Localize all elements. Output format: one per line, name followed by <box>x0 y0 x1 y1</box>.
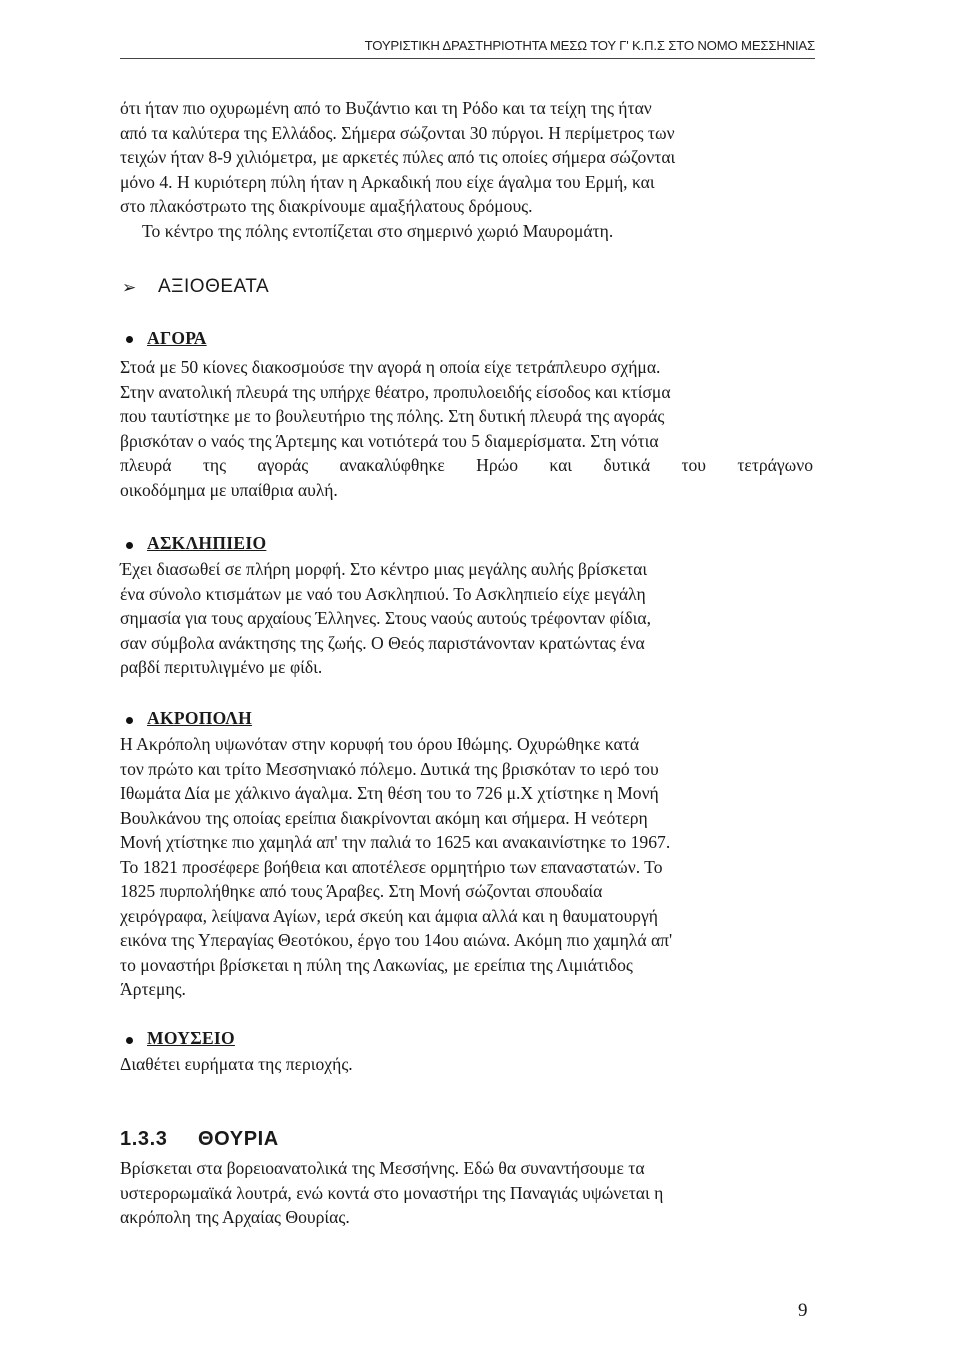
text-line: σαν σύμβολα ανάκτησης της ζωής. Ο Θεός παριστάνονταν κρατώντας ένα <box>120 632 645 653</box>
text-line: το μοναστήρι βρίσκεται η πύλη της Λακωνίας, με ερείπια της Λιμιάτιδος <box>120 954 633 975</box>
text-line: χειρόγραφα, λείψανα Αγίων, ιερά σκεύη και άμφια αλλά και η θαυματουργή <box>120 905 658 926</box>
text-line: Ιθωμάτα Δία με χάλκινο άγαλμα. Στη θέση του το 726 μ.Χ χτίστηκε η Μονή <box>120 783 659 803</box>
agora-paragraph <box>120 355 813 502</box>
museum-paragraph <box>120 1052 813 1077</box>
text-line: Το κέντρο της πόλης εντοπίζεται στο σημερινό χωριό Μαυρομάτη. <box>142 220 614 241</box>
text-line: υστερορωμαϊκά λουτρά, ενώ κοντά στο μοναστήρι της Παναγιάς υψώνεται η <box>120 1182 664 1203</box>
bullet-icon <box>126 542 133 549</box>
text-line: Βρίσκεται στα βορειοανατολικά της Μεσσήνης. Εδώ θα συναντήσουμε τα <box>120 1158 645 1178</box>
asklepieio-paragraph <box>120 557 813 680</box>
text-line: 1825 πυρπολήθηκε από τους Άραβες. Στη Μονή σώζονται σπουδαία <box>120 881 603 901</box>
section-number: 1.3.3 <box>120 1128 168 1150</box>
museum-title: ΜΟΥΣΕΙΟ <box>147 1028 235 1048</box>
intro-paragraph <box>120 96 813 243</box>
text-line: από τα καλύτερα της Ελλάδος. Σήμερα σώζονται 30 πύργοι. Η περίμετρος των <box>120 122 675 143</box>
acropolis-title: ΑΚΡΟΠΟΛΗ <box>147 708 253 728</box>
text-line: ένα σύνολο κτισμάτων με ναό του Ασκληπιού. Το Ασκληπιείο είχε μεγάλη <box>120 583 646 604</box>
text-line: Η Ακρόπολη υψωνόταν στην κορυφή του όρου Ιθώμης. Οχυρώθηκε κατά <box>120 734 640 754</box>
section-title: ΘΟΥΡΙΑ <box>198 1128 279 1150</box>
text-line: μόνο 4. Η κυριότερη πύλη ήταν η Αρκαδική που είχε άγαλμα του Ερμή, και <box>120 171 655 192</box>
bullet-icon <box>126 717 133 724</box>
section-heading <box>120 1128 279 1151</box>
bullet-icon <box>126 1037 133 1044</box>
text-line: τον πρώτο και τρίτο Μεσσηνιακό πόλεμο. Δυτικά της βρισκόταν το ιερό του <box>120 758 659 779</box>
text-line: Διαθέτει ευρήματα της περιοχής. <box>120 1054 353 1074</box>
text-line: ότι ήταν πιο οχυρωμένη από το Βυζάντιο και τη Ρόδο και τα τείχη της ήταν <box>120 98 652 118</box>
text-line: Στην ανατολική πλευρά της υπήρχε θέατρο, προπυλοειδής είσοδος και κτίσμα <box>120 381 671 402</box>
agora-title: ΑΓΟΡΑ <box>147 328 207 348</box>
thouria-paragraph <box>120 1156 813 1230</box>
text-line: Στοά με 50 κίονες διακοσμούσε την αγορά η οποία είχε τετράπλευρο σχήμα. <box>120 357 661 377</box>
text-line: οικοδόμημα με υπαίθρια αυλή. <box>120 479 338 500</box>
text-line: Έχει διασωθεί σε πλήρη μορφή. Στο κέντρο μιας μεγάλης αυλής βρίσκεται <box>120 559 648 579</box>
text-line: που ταυτίστηκε με το βουλευτήριο της πόλης. Στη δυτική πλευρά της αγοράς <box>120 406 665 426</box>
bullet-icon <box>126 336 133 343</box>
asklepieio-title: ΑΣΚΛΗΠΙΕΙΟ <box>147 533 267 553</box>
text-line: σημασία για τους αρχαίους Έλληνες. Στους ναούς αυτούς τρέφονταν φίδια, <box>120 608 651 628</box>
text-line: ραβδί περιτυλιγμένο με φίδι. <box>120 657 323 677</box>
text-line: βρισκόταν ο ναός της Άρτεμης και νοτιότερά του 5 διαμερίσματα. Στη νότια <box>120 430 659 451</box>
text-line: τειχών ήταν 8-9 χιλιόμετρα, με αρκετές πύλες από τις οποίες σήμερα σώζονται <box>120 147 676 167</box>
sights-heading <box>122 276 270 298</box>
sights-heading-text: ΑΞΙΟΘΕΑΤΑ <box>158 276 270 297</box>
acropolis-paragraph <box>120 732 813 1002</box>
text-line: Το 1821 προσέφερε βοήθεια και αποτέλεσε ορμητήριο των επαναστατών. Το <box>120 856 663 877</box>
text-line: ακρόπολη της Αρχαίας Θουρίας. <box>120 1207 350 1227</box>
arrow-bullet-icon: ➢ <box>122 278 137 297</box>
text-line: στο πλακόστρωτο της διακρίνουμε αμαξήλατους δρόμους. <box>120 196 533 216</box>
page-number: 9 <box>798 1300 808 1321</box>
text-line: πλευρά της αγοράς ανακαλύφθηκε Ηρώο και δυτικά του τετράγωνο <box>120 455 813 475</box>
text-line: Μονή χτίστηκε πιο χαμηλά απ' την παλιά το 1625 και ανακαινίστηκε το 1967. <box>120 832 671 852</box>
running-header: ΤΟΥΡΙΣΤΙΚΗ ΔΡΑΣΤΗΡΙΟΤΗΤΑ ΜΕΣΩ ΤΟΥ Γ' Κ.Π.Σ ΣΤΟ ΝΟΜΟ ΜΕΣΣΗΝΙΑΣ <box>120 38 815 59</box>
text-line: εικόνα της Υπεραγίας Θεοτόκου, έργο του 14ου αιώνα. Ακόμη πιο χαμηλά απ' <box>120 930 673 950</box>
text-line: Άρτεμης. <box>120 979 186 999</box>
text-line: Βουλκάνου της οποίας ερείπια διακρίνονται ακόμη και σήμερα. Η νεότερη <box>120 807 648 828</box>
